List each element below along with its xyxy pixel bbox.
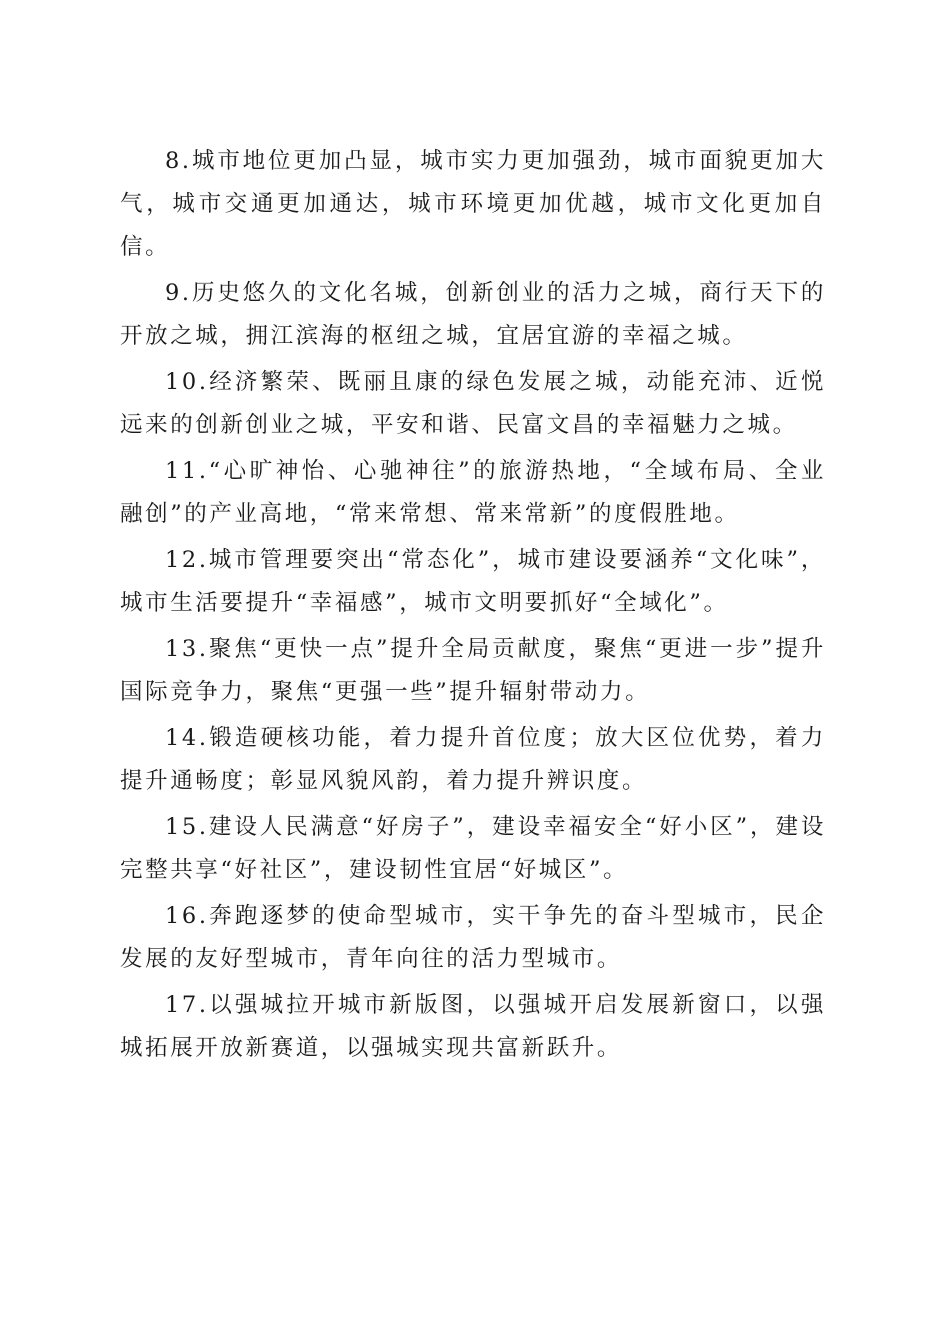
paragraph-15: 15.建设人民满意“好房子”，建设幸福安全“好小区”，建设完整共享“好社区”，建设韧性宜居“好城区”。 bbox=[120, 814, 826, 883]
paragraph-10: 10.经济繁荣、既丽且康的绿色发展之城，动能充沛、近悦远来的创新创业之城，平安和谐、民富文昌的幸福魅力之城。 bbox=[120, 369, 826, 438]
paragraph-16: 16.奔跑逐梦的使命型城市，实干争先的奋斗型城市，民企发展的友好型城市，青年向往的活力型城市。 bbox=[120, 903, 826, 972]
paragraph-17: 17.以强城拉开城市新版图，以强城开启发展新窗口，以强城拓展开放新赛道，以强城实现共富新跃升。 bbox=[120, 992, 826, 1061]
paragraph-11: 11.“心旷神怡、心驰神往”的旅游热地，“全域布局、全业融创”的产业高地，“常来常想、常来常新”的度假胜地。 bbox=[120, 458, 826, 527]
paragraph-14: 14.锻造硬核功能，着力提升首位度；放大区位优势，着力提升通畅度；彰显风貌风韵，着力提升辨识度。 bbox=[120, 725, 826, 794]
paragraph-9: 9.历史悠久的文化名城，创新创业的活力之城，商行天下的开放之城，拥江滨海的枢纽之城，宜居宜游的幸福之城。 bbox=[120, 280, 826, 349]
paragraph-12: 12.城市管理要突出“常态化”，城市建设要涵养“文化味”，城市生活要提升“幸福感”，城市文明要抓好“全域化”。 bbox=[120, 547, 826, 616]
document-body bbox=[120, 140, 826, 1073]
paragraph-13: 13.聚焦“更快一点”提升全局贡献度，聚焦“更进一步”提升国际竞争力，聚焦“更强一些”提升辐射带动力。 bbox=[120, 636, 826, 705]
paragraph-8: 8.城市地位更加凸显，城市实力更加强劲，城市面貌更加大气，城市交通更加通达，城市环境更加优越，城市文化更加自信。 bbox=[120, 148, 826, 260]
